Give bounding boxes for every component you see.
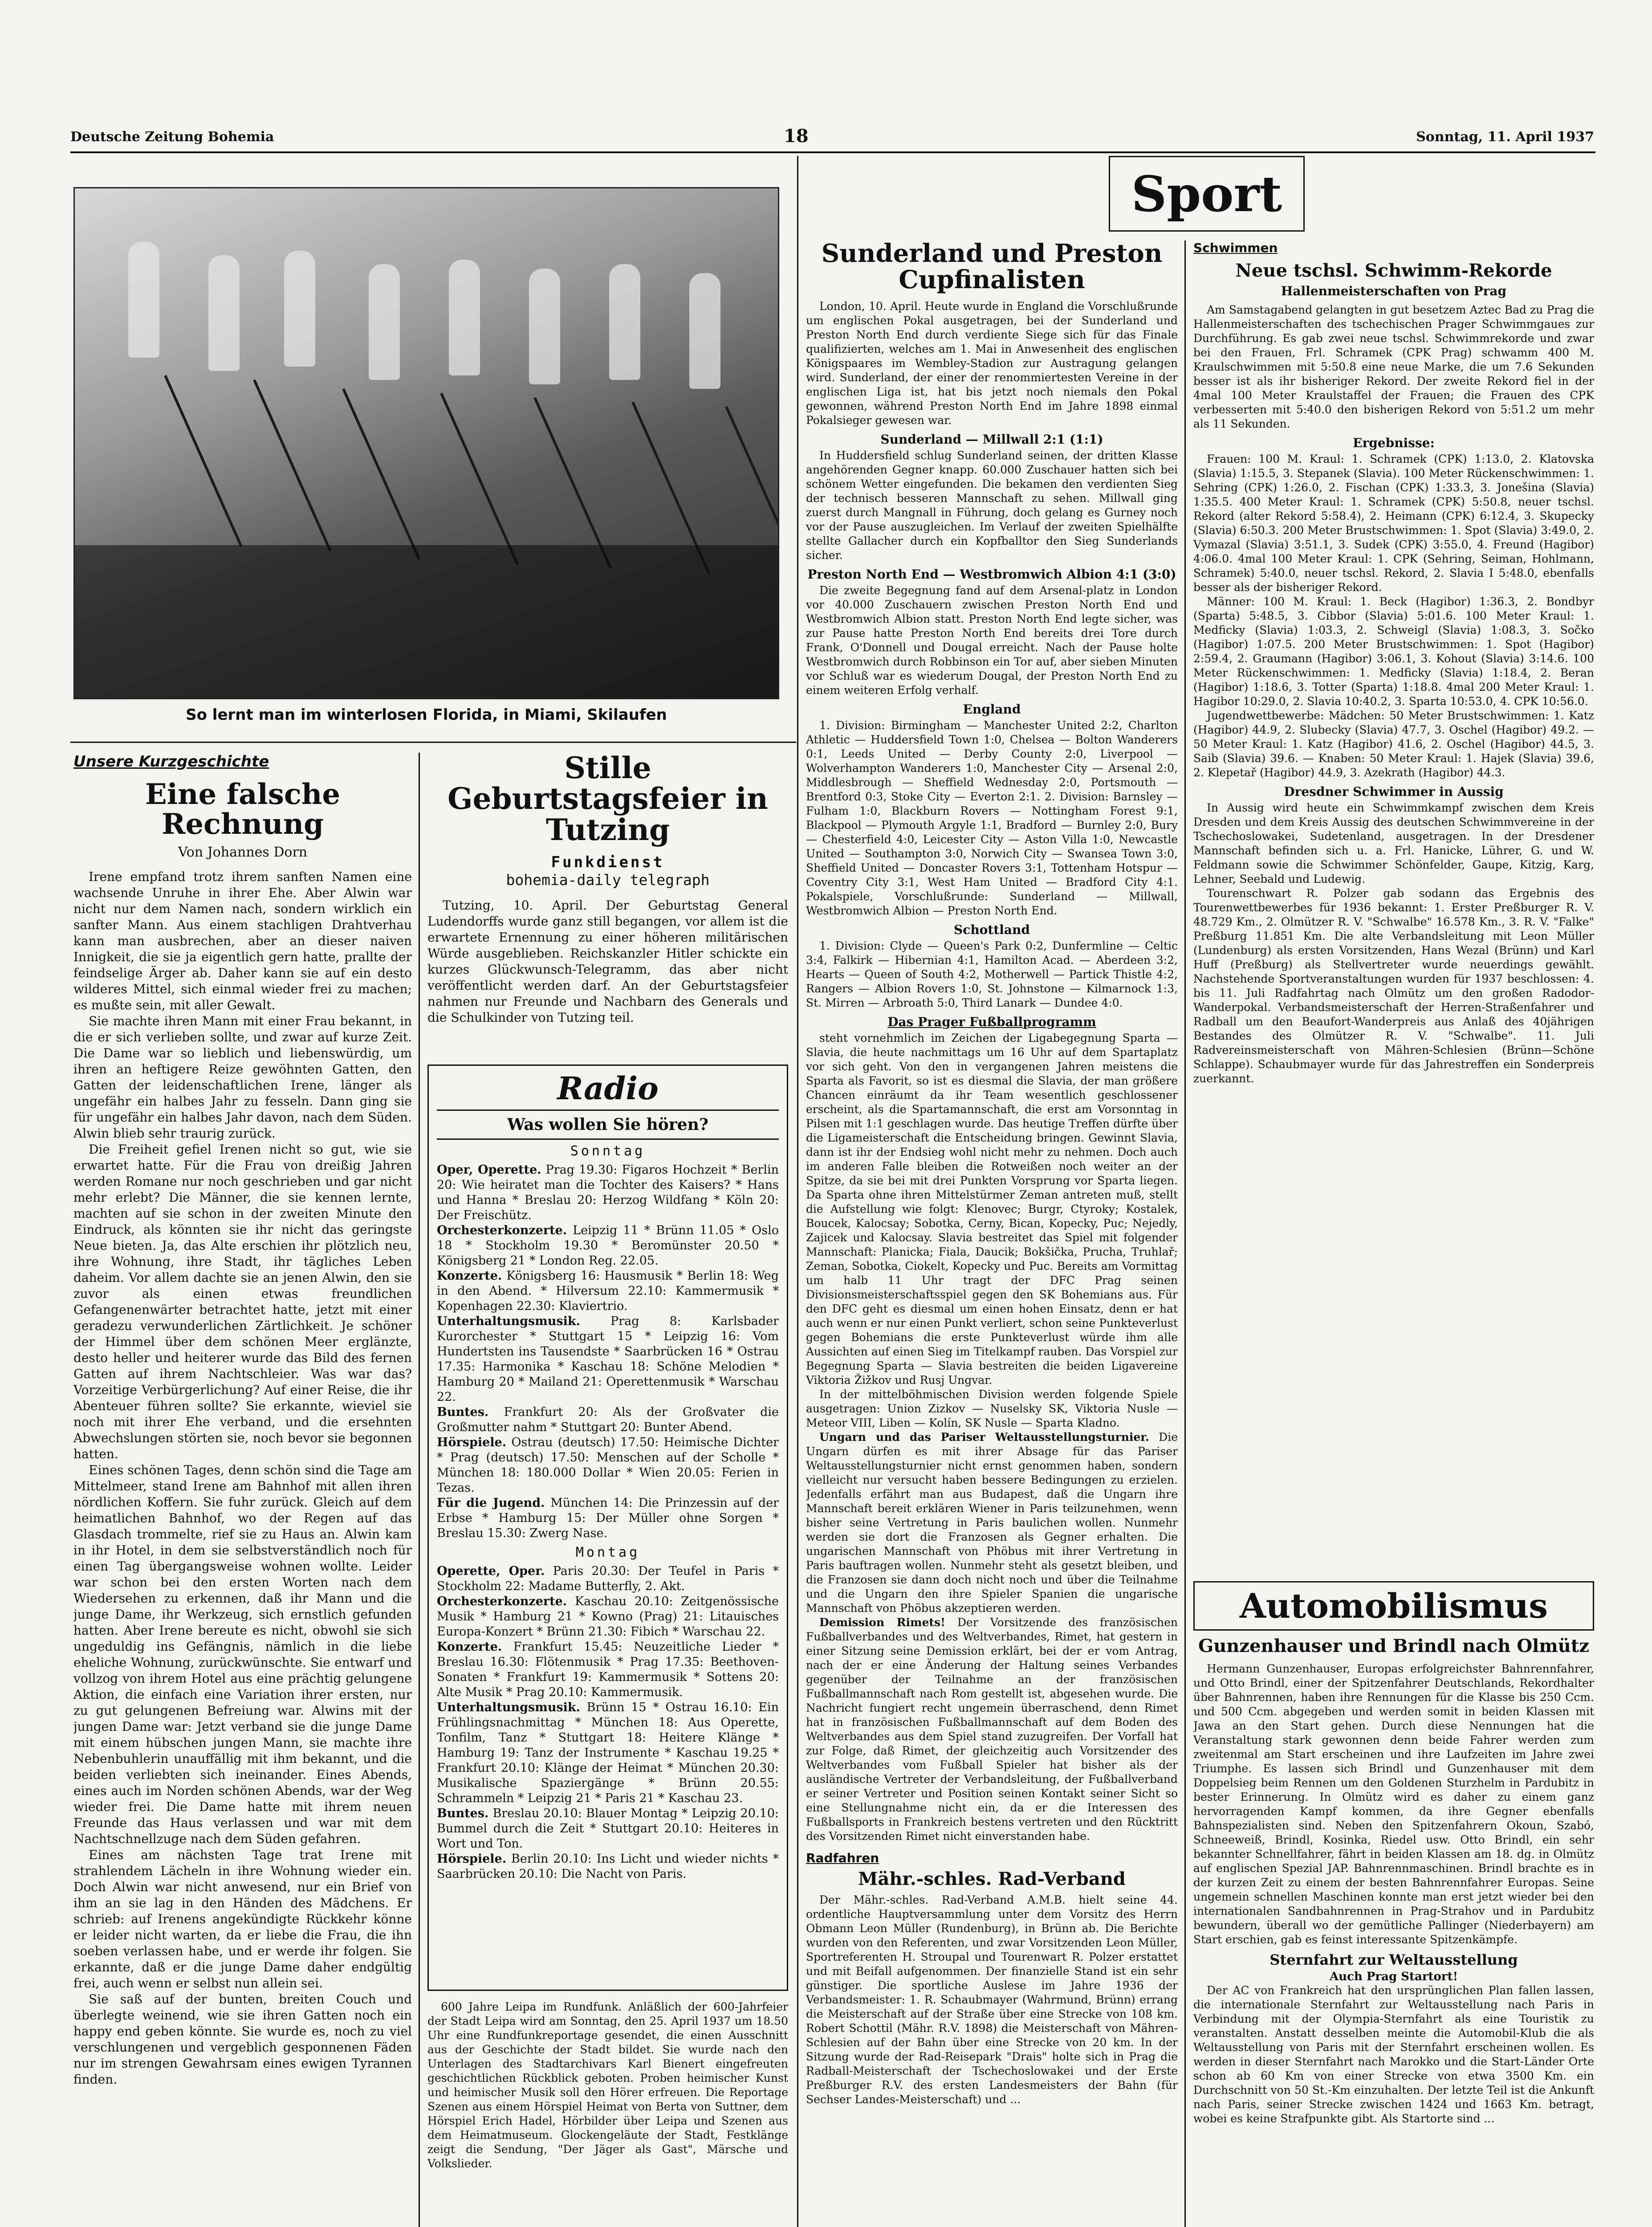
radio-entry: Konzerte. Königsberg 16: Hausmusik * Berlin 18: Weg in den Abend. * Hilversum 22.10: Kammermusik * Kopenhagen 22.30: Klaviertrio. xyxy=(437,1268,779,1313)
soccer-match2: Preston North End — Westbromwich Albion 4:1 (3:0) xyxy=(807,567,1176,582)
radio-day-sunday: Sonntag xyxy=(570,1143,646,1159)
story-title: Eine falsche Rechnung xyxy=(145,778,341,841)
skiing-photo xyxy=(73,187,779,699)
story-paragraph: Sie saß auf der bunten, breiten Couch und überlegte weinend, wie sie ihren Gatten noch ein happy end geben könnte. Sie wurde es, noch zu viel verschlungenen und vergeblich gesponnenen Fäden nur im strengen Gewahrsam eines ewigen Tyrannen finden. xyxy=(73,1992,412,2087)
page-number: 18 xyxy=(784,126,809,147)
results-head: Ergebnisse: xyxy=(1353,436,1435,450)
story-body xyxy=(73,869,412,2088)
prague-head: Das Prager Fußballprogramm xyxy=(887,1014,1096,1029)
radio-note: 600 Jahre Leipa im Rundfunk. Anläßlich der 600-Jahrfeier der Stadt Leipa wird am Sonntag, den 25. April 1937 um 18.50 Uhr eine Rundfunkreportage gesendet, die einen Ausschnitt aus der Geschichte der Stadt bildet. Sie wurde nach den Unterlagen des Stadtarchivars Karl Bienert eingefreuten geschichtlichen Rückblick geboten. Proben heimischer Kunst und heimischer Musik soll den Hörer erfreuen. Die Reportage Szenen aus einem Hörspiel Heimat von Berta von Suttner, dem Hörspiel Erich Hadel, Hörbilder über Leipa und Szenen aus dem Heimatmuseum. Glockengeläute der Stadt, Festklänge zeigt die Sendung, "Der Jäger als Gast", Märsche und Volkslieder. xyxy=(427,2000,788,2170)
radio-subtitle: Was wollen Sie hören? xyxy=(507,1115,708,1134)
soccer-title: Sunderland und Preston Cupfinalisten xyxy=(821,241,1163,294)
story-paragraph: Eines schönen Tages, denn schön sind die Tage am Mittelmeer, stand Irene am Bahnhof mit allen ihren nördlichen Koffern. Sie fuhr zurück. Gleich auf dem heimatlichen Bahnhof, wo der Regen auf das Glasdach trommelte, rief sie zu Haus an. Alwin kam in ihr Hotel, in dem sie selbstverständlich noch für einen Tag übergangsweise wohnen wollte. Leider war schon bei den ersten Worten nach dem Wiedersehen zu erkennen, daß ihr Mann und die junge Dame, ihr Werkzeug, sich ernstlich gefunden hatten. Aber Irene bereute es nicht, obwohl sie sich ungeduldig ins Gefängnis, nämlich in die liebe eheliche Wohnung, zurückwünschte. Sie entwarf und vollzog von ihrem Hotel aus eine prächtig gelungene Aktion, die einfach eine Variation ihrer ersten, nur zu gut gelungenen Befreiung war. Alwins mit der jungen Dame war: Jetzt verband sie die junge Dame mit einem hübschen jungen Mann, sie machte ihre Nebenbuhlerin unauffällig mit ihm bekannt, und die beiden verliebten sich ineinander. Eines Abends, eines auch im Norden schönen Abends, war der Weg wieder frei. Die Dame hatte mit ihrem neuen Freunde das Haus verlassen und war mit dem Nachtschnellzuge nach dem Süden gefahren. xyxy=(73,1463,412,1847)
radio-entry: Operette, Oper. Paris 20.30: Der Teufel in Paris * Stockholm 22: Madame Butterfly, 2. Akt. xyxy=(437,1564,779,1593)
photo-caption: So lernt man im winterlosen Florida, in Miami, Skilaufen xyxy=(186,706,667,724)
caption-rule xyxy=(70,742,796,743)
birthday-body xyxy=(427,897,788,1026)
story-paragraph: Eines am nächsten Tage trat Irene mit strahlendem Lächeln in ihre Wohnung wieder ein. Doch Alwin war nicht anwesend, nur ein Brief von ihm an sie lag in den Händen des Mädchens. Er schrieb: auf Irenens angekündigte Rückkehr könne er leider nicht warten, da er liebe die Frau, die ihn soeben verlassen habe, und er werde ihr folgen. Sie erkannte, daß er die junge Dame daher endgültig frei, auch wenn er selbst nun allein sei. xyxy=(73,1848,412,1991)
radio-entry: Für die Jugend. München 14: Die Prinzessin auf der Erbse * Hamburg 15: Der Müller ohne Sorgen * Breslau 15.30: Zwerg Nase. xyxy=(437,1496,779,1540)
radio-entry: Hörspiele. Berlin 20.10: Ins Licht und wieder nichts * Saarbrücken 20.10: Die Nacht von Paris. xyxy=(437,1852,779,1881)
soccer-column: Sunderland und Preston Cupfinalisten London, 10. April. Heute wurde in England die Vorschlußrunde um englischen Pokal ausgetragen, bei der Sunderland und Preston North End durch verdiente Siege sich für das Finale qualifizierten, welches am 1. Mai in Anwesenheit des englischen Königspaares im Wembley-Stadion zur Austragung gelangen wird. Sunderland, der einer der renommiertesten Vereine in der englischen Liga ist, hat bis jetzt noch niemals den Pokal gewonnen, während Preston North End im Jahre 1898 einmal Pokalsieger gewesen war. Sunderland — Millwall 2:1 (1:1) In Huddersfield schlug Sunderland seinen, der dritten Klasse angehörenden Gegner knapp. 60.000 Zuschauer hatten sich bei schönem Wetter eingefunden. Die bekamen den verdienten Sieg der technisch besseren Mannschaft zu sehen. Millwall ging zuerst durch Mangnall in Führung, doch gelang es Gurney noch vor der Pause auszugleichen. Im Verlauf der zweiten Spielhälfte stellte Gallacher durch ein Kopfballtor den Sieg Sunderlands sicher. Preston North End — Westbromwich Albion 4:1 (3:0) Die zweite Begegnung fand auf dem Arsenal-platz in London vor 40.000 Zuschauern zwischen Preston North End und Westbromwich Albion statt. Preston North End legte sicher, was zur Pause hatte Preston North End bereits drei Tore durch Frank, O'Donnell und Dougal erreicht. Nach der Pause holte Westbromwich durch Robbinson ein Tor auf, aber sieben Minuten vor Schluß war es wiederum Dougal, der Preston North End zu einem weiteren Erfolg verhalf. England 1. Division: Birmingham — Manchester United 2:2, Charlton Athletic — Huddersfield Town 1:0, Chelsea — Bolton Wanderers 0:1, Leeds United — Derby County 2:0, Liverpool — Wolverhampton Wanderers 1:0, Manchester City — Arsenal 2:0, Middlesbrough — Sheffield Wednesday 2:0, Portsmouth — Brentford 0:3, Stoke City — Everton 2:1. 2. Division: Barnsley — Fulham 1:0, Blackburn Rovers — Nottingham Forest 9:1, Blackpool — Plymouth Argyle 1:1, Bradford — Burnley 2:0, Bury — Chesterfield 4:0, Leicester City — Aston Villa 1:0, Newcastle United — Southampton 3:0, Norwich City — Swansea Town 3:0, Sheffield United — Doncaster Rovers 3:1, Tottenham Hotspur — Coventry City 3:1, West Ham United — Bradford City 4:1. Pokalspiele, Vorschlußrunde: Sunderland — Millwall, Westbromwich Albion — Preston North End. Schottland 1. Division: Clyde — Queen's Park 0:2, Dunfermline — Celtic 3:4, Falkirk — Hibernian 4:1, Hamilton Acad. — Aberdeen 3:2, Hearts — Queen of South 4:2, Motherwell — Partick Thistle 4:2, Rangers — Albion Rovers 1:0, St. Johnstone — Kilmarnock 1:3, St. Mirren — Arbroath 5:0, Third Lanark — Dundee 4:0. Das Prager Fußballprogramm steht vornehmlich im Zeichen der Ligabegegnung Sparta — Slavia, die heute nachmittags um 16 Uhr auf dem Spartaplatz vor sich geht. Von den in vergangenen Jahren meistens die Sparta als Favorit, so ist es diesmal die Slavia, der man größere Chancen einräumt da ihr Team wesentlich geschlossener erscheint, als die Spartamannschaft, die erst am Vorsonntag in Pilsen mit 1:1 geschlagen wurde. Das heutige Treffen dürfte über die Ligameisterschaft die Entscheidung bringen. Gewinnt Slavia, dann ist ihr der Endsieg wohl nicht mehr zu nehmen. Doch auch im anderen Falle bleiben die Rotweißen noch weiter an der Spitze, da sie bei mit drei Punkten Vorsprung vor Sparta liegen. Da Sparta ohne ihren Mittelstürmer Zeman antreten muß, stellt die Aufstellung wie folgt: Klenovec; Burgr, Ctyroky; Kostalek, Boucek, Kalocsay; Sobotka, Cerny, Bican, Kopecky, Puc; Nejedly, Zajicek und Kalocsay. Slavia bestreitet das Spiel mit folgender Mannschaft: Planicka; Fiala, Daucik; Bokšička, Prucha, Truhlař; Zeman, Sobotka, Ciokelt, Kopecky und Puc. Bereits am Vormittag um halb 11 Uhr tragt der DFC Prag seinen Divisionsmeisterschaftsspiel gegen den SK Bohemians aus. Für den DFC geht es diesmal um einen hohen Einsatz, denn er hat auch wenn er nur einen Punkt verliert, schon seine Punkteverlust gegen Bohemians die erste Punkteverlust würde ihm alle Aussichten auf einen Sieg im Titelkampf rauben. Das Vorspiel zur Begegnung Sparta — Slavia bestreiten die beiden Ligavereine Viktoria Žižkov und Rusj Ungvar. In der mittelböhmischen Division werden folgende Spiele ausgetragen: Union Zizkov — Nuselsky SK, Viktoria Nusle — Meteor VIII, Liben — Kolín, SK Nusle — Sparta Kladno. Ungarn und das Pariser Weltausstellungsturnier. Die Ungarn dürfen es mit ihrer Absage für das Pariser Weltausstellungsturnier nicht ernst genommen haben, sondern vielleicht nur versucht haben bessere Bedingungen zu erzielen. Jedenfalls erfährt man aus Budapest, daß die Ungarn ihre Mannschaft bereit erklären Wiener in Paris teilzunehmen, wenn bisher seine Vertretung in Paris baulichen wollen. Nunmehr werden sie dort die Franzosen als Gegner erhalten. Die ungarischen Mannschaft von Phöbus mit ihrer Vertretung in Paris bauftragen wollen. Nunmehr steht als gesetzt bleiben, und die Franzosen sie dann doch nicht noch und über die Teilnahme und die Ungarn den ihre Spieler Spanien die ungarische Mannschaft von Phöbus akzeptieren werden. Demission Rimets! Der Vorsitzende des französischen Fußballverbandes und des Weltverbandes, Rimet, hat gestern in einer Sitzung seine Demission erklärt, bei der er vom Antrag, nach der er eine Änderung der Haltung seines Verbandes gegenüber der Teilnahme an der französischen Fußballmannschaft nach Rom gestellt ist, abgesehen wurde. Die Nachricht fungiert recht ungemein überraschend, denn Rimet hat in französischen Fußballmannschaft auf dem Boden des Weltverbandes aus dem Spiel stand zuzugreifen. Der Vorfall hat zur Folge, daß Rimet, der gleichzeitig auch Vorsitzender des Weltverbandes vom Fußball Spieler hat bisher als der ausländische Vertreter der Verbandsleitung, der Fußballverband er seiner Vertreter und Position seinen Kontakt seiner Sicht so eine Stellungnahme nicht ein, da er die Interessen des Fußballsports in Frankreich bestens vertreten und den Rücktritt des Vorsitzenden Rimet nicht einverstanden habe. Radfahren Mähr.-schles. Rad-Verband Der Mähr.-schles. Rad-Verband A.M.B. hielt seine 44. ordentliche Hauptversammlung unter dem Vorsitz des Herrn Obmann Leon Müller (Rundenburg), in Brünn ab. Die Berichte wurden von den Referenten, und zwar Vorsitzenden Leon Müller, Sportreferenten H. Stroupal und Tourenwart R. Polzer erstattet und mit Beifall aufgenommen. Der finanzielle Stand ist ein sehr günstiger. Die sportliche Auslese im Jahre 1936 der Verbandsmeister: 1. R. Schaubmayer (Wahrmund, Brünn) errang die Meisterschaft auf der Straße über eine Strecke von 108 km. Robert Schottil (Mähr. R.V. 1898) die Meisterschaft von Mähren-Schlesien auf der Bahn über eine Strecke von 20 km. In der Sitzung wurde der Rad-Reisepark "Drais" holte sich in Prag die Radball-Meisterschaft der Tschechoslowakei und der Erste Preßburger R.V. des ersten Landesmeisters der Bahn (für Sechser Landes-Meisterschaft) und ... xyxy=(806,241,1178,2106)
divider-mid xyxy=(419,753,420,2227)
story-paragraph: Sie machte ihren Mann mit einer Frau bekannt, in die er sich verlieben sollte, und zwar auf kurze Zeit. Die Dame war so lieblich und liebenswürdig, um ihren an heftigere Reize gewöhnten Gatten, den Gatten der leidenschaftlichen Irene, länger als ungefähr ein halbes Jahr zu fesseln. Dann ging sie für ungefähr ein halbes Jahr davon, nach dem Süden. Alwin blieb sehr traurig zurück. xyxy=(73,1014,412,1141)
divider-left xyxy=(797,156,798,2227)
cycling-title: Mähr.-schles. Rad-Verband xyxy=(858,1868,1126,1889)
radio-entry: Konzerte. Frankfurt 15.45: Neuzeitliche Lieder * Breslau 16.30: Flötenmusik * Prag 17.35: Beethoven-Sonaten * Frankfurt 19: Kammermusik * Sottens 20: Alte Musik * Prag 20.10: Kammermusik. xyxy=(437,1640,779,1699)
story-kicker: Unsere Kurzgeschichte xyxy=(73,753,269,771)
radio-entry: Buntes. Breslau 20.10: Blauer Montag * Leipzig 20.10: Bummel durch die Zeit * Stuttgart 20.10: Heiteres in Wort und Ton. xyxy=(437,1806,779,1851)
auto-banner: Automobilismus xyxy=(1193,1581,1594,1631)
radio-entry: Orchesterkonzerte. Leipzig 11 * Brünn 11.05 * Oslo 18 * Stockholm 19.30 * Beromünster 20.50 * Königsberg 21 * London Reg. 22.05. xyxy=(437,1223,779,1268)
masthead-rule xyxy=(70,151,1595,153)
birthday-service: Funkdienst xyxy=(551,853,665,871)
swimming-title: Neue tschsl. Schwimm-Rekorde xyxy=(1235,260,1552,281)
auto-title: Gunzenhauser und Brindl nach Olmütz xyxy=(1198,1636,1589,1656)
masthead-date: Sonntag, 11. April 1937 xyxy=(1416,129,1594,145)
radio-day-monday: Montag xyxy=(575,1544,640,1560)
masthead-left: Deutsche Zeitung Bohemia xyxy=(70,129,274,145)
birthday-paragraph: Tutzing, 10. April. Der Geburtstag General Ludendorffs wurde ganz still begangen, vor allem ist die erwartete Ernennung zu einer höheren militärischen Würde ausgeblieben. Reichskanzler Hitler schickte ein kurzes Glückwunsch-Telegramm, das aber nicht veröffentlicht werden darf. An der Geburtstagsfeier nahmen nur Freunde und Nachbarn des Generals und die Schulkinder von Tutzing teil. xyxy=(427,897,788,1025)
birthday-source: bohemia-daily telegraph xyxy=(506,871,710,889)
radio-entry: Orchesterkonzerte. Kaschau 20.10: Zeitgenössische Musik * Hamburg 21 * Kowno (Prag) 21: Litauisches Europa-Konzert * Brünn 21.30: Fibich * Warschau 22. xyxy=(437,1594,779,1639)
radio-entry: Buntes. Frankfurt 20: Als der Großvater die Großmutter nahm * Stuttgart 20: Bunter Abend. xyxy=(437,1405,779,1434)
story-paragraph: Die Freiheit gefiel Irenen nicht so gut, wie sie erwartet hatte. Für die Frau von dreißig Jahren werden Romane nur noch geschrieben und gar nicht mehr erlebt? Die Männer, die sie kennen lernte, machten auf sie schon in der zweiten Minute den Eindruck, als könnten sie ihr nicht das geringste Neue bieten. Ja, das Alte erschien ihr plötzlich neu, ihre Wohnung, ihre Stadt, ihr tägliches Leben daheim. Vor allem dachte sie an jenen Alwin, den sie zuvor als einen etwas freundlichen Gefangenenwärter betrachtet hatte, jetzt mit einer geradezu verwunderlichen Zärtlichkeit. Je schöner der Himmel über dem schönen Meer erglänzte, desto heller und heiterer wurde das Bild des fernen Gatten auf ihrem Nachtschleier. Was war das? Vorzeitige Verbürgerlichung? Auf einer Reise, die ihr Abenteuer führen sollte? Sie erkannte, wieviel sie noch mit ihrer Ehe verband, und die ersehnten Abwechslungen störten sie, noch bevor sie begonnen hatten. xyxy=(73,1142,412,1462)
swimming-subtitle: Hallenmeisterschaften von Prag xyxy=(1281,284,1507,298)
radio-entry: Hörspiele. Ostrau (deutsch) 17.50: Heimische Dichter * Prag (deutsch) 17.50: Menschen auf der Scholle * München 18: 180.000 Dollar * Wien 20.05: Ferien in Tezas. xyxy=(437,1435,779,1495)
short-story xyxy=(73,753,412,2227)
sport-banner: Sport xyxy=(1109,156,1305,232)
story-paragraph: Irene empfand trotz ihrem sanften Namen eine wachsende Unruhe in ihrer Ehe. Aber Alwin war nicht nur dem Namen nach, sondern wirklich ein sanfter Mann. Aus einem stachligen Drahtverhau kann man ausbrechen, aber an dieser naiven Innigkeit, die sie ja eigentlich gern hatte, prallte der feindselige Ärger ab. Daher kann sie auf ein desto wilderes Mittel, sich einmal wieder frei zu machen; es mußte sein, mit aller Gewalt. xyxy=(73,869,412,1013)
star-head: Sternfahrt zur Weltausstellung xyxy=(1270,1951,1518,1968)
birthday-title: Stille Geburtstagsfeier in Tutzing xyxy=(448,753,768,847)
radio-entry: Oper, Operette. Prag 19.30: Figaros Hochzeit * Berlin 20: Wie heiratet man die Tochter des Kaisers? * Hans und Hanna * Breslau 20: Herzog Wildfang * Köln 20: Der Freischütz. xyxy=(437,1162,779,1222)
swimming-section: Schwimmen xyxy=(1193,241,1278,255)
auto-column: Automobilismus Gunzenhauser und Brindl nach Olmütz Hermann Gunzenhauser, Europas erfolgreichster Bahnrennfahrer, und Otto Brindl, einer der Spitzenfahrer Deutschlands, Rekordhalter über Bahnrennen, haben ihre Rennungen für die Klasse bis 250 Ccm. und 500 Ccm. abgegeben und werden somit in beiden Klassen mit Jawa an den Start gehen. Durch diese Nennungen hat die Veranstaltung stark gewonnen denn beide Fahrer werden zum zweitenmal am Start erscheinen und ihre Laufzeiten im Jahre zwei Triumphe. Es lassen sich Brindl und Gunzenhauser mit dem Doppelsieg beim Rennen um den Goldenen Sturzhelm in Pardubitz in bester Erinnerung. In Olmütz wird es daher zu einem ganz hervorragenden Kampf kommen, da ihre Gegner ebenfalls Bahnspezialisten sind. Neben den Spitzenfahrern Okoun, Szabó, Schneeweiß, Brindl, Kosinka, Riedel usw. Otto Brindl, ein sehr bekannter Schnellfahrer, fährt in beiden Klassen am 18. dg. in Olmütz auf englischen Spezial JAP. Bahnrennmaschinen. Brindl brachte es in der kurzen Zeit zu einem der besten Bahnrennfahrer Europas. Seine ungemein schnellen Maschinen konnte man erst jetzt wieder bei den internationalen Sandbahnrennen in Prag-Strahov und in Pardubitz bewundern, überall wo der gemütliche Pallinger (Niederbayern) am Start erschien, gab es feinst interessante Spitzenkämpfe. Sternfahrt zur Weltausstellung Auch Prag Startort! Der AC von Frankreich hat den ursprünglichen Plan fallen lassen, die internationale Sternfahrt zur Weltausstellung nach Paris in Verbindung mit der Olympia-Sternfahrt als eine Touristik zu veranstalten. Anstatt desselben meinte die Automobil-Klub die als Weltausstellung von Paris mit der Sternfahrt erscheinen wollen. Es werden in dieser Sternfahrt nach Marokko und die Start-Länder Orte schon ab 60 Km von einer Strecke von etwa 3500 Km. ein Durchschnitt von 50 St.-Km einzuhalten. Der letzte Teil ist die Ankunft nach Paris, seiner Strecke zwischen 1424 und 1663 Km. betragt, wobei es keine Strafpunkte gibt. Als Startorte sind ... xyxy=(1193,1581,1594,2227)
divider-sport xyxy=(1184,241,1186,2227)
cycling-section: Radfahren xyxy=(806,1850,879,1865)
england-head: England xyxy=(963,702,1021,717)
radio-box xyxy=(427,1065,788,1991)
story-byline: Von Johannes Dorn xyxy=(178,844,308,861)
dresden-head: Dresdner Schwimmer in Aussig xyxy=(1284,784,1504,799)
scotland-head: Schottland xyxy=(954,922,1030,937)
star-sub: Auch Prag Startort! xyxy=(1330,1970,1458,1983)
radio-entry: Unterhaltungsmusik. Brünn 15 * Ostrau 16.10: Ein Frühlingsnachmittag * München 18: Aus Operette, Tonfilm, Tanz * Stuttgart 18: Heitere Klänge * Hamburg 19: Tanz der Instrumente * Kaschau 19.25 * Frankfurt 20.10: Klänge der Heimat * München 20.30: Musikalische Spaziergänge * Brünn 20.55: Schrammeln * Leipzig 21 * Paris 21 * Kaschau 23. xyxy=(437,1700,779,1805)
radio-entry: Unterhaltungsmusik. Prag 8: Karlsbader Kurorchester * Stuttgart 15 * Leipzig 16: Vom Hundertsten ins Tausendste * Saarbrücken 16 * Ostrau 17.35: Harmonika * Kaschau 18: Schöne Melodien * Hamburg 20 * Mailand 21: Operettenmusik * Warschau 22. xyxy=(437,1314,779,1404)
radio-title: Radio xyxy=(557,1070,659,1107)
soccer-match1: Sunderland — Millwall 2:1 (1:1) xyxy=(880,432,1103,447)
soccer-intro: London, 10. April. Heute wurde in England die Vorschlußrunde um englischen Pokal ausgetragen, bei der Sunderland und Preston North End durch verdiente Siege sich für das Finale qualifizierten, welches am 1. Mai in Anwesenheit des englischen Königspaares im Wembley-Stadion zur Austragung gelangen wird. Sunderland, der einer der renommiertesten Vereine in der englischen Liga ist, hat bis jetzt noch niemals den Pokal gewonnen, während Preston North End im Jahre 1898 einmal Pokalsieger gewesen war. xyxy=(806,299,1178,427)
swimming-column: Schwimmen Neue tschsl. Schwimm-Rekorde Hallenmeisterschaften von Prag Am Samstagabend gelangten in gut besetzem Aztec Bad zu Prag die Hallenmeisterschaften des tschechischen Prager Schwimmgaues zur Durchführung. Es gab zwei neue tschsl. Schwimmrekorde und zwar bei den Frauen, Frl. Schramek (CPK Prag) schwamm 400 M. Kraulschwimmen mit 5:50.8 eine neue Marke, die um 7.6 Sekunden besser ist als ihr bisheriger Rekord. Der zweite Rekord fiel in der 4mal 100 Meter Kraulstaffel der Frauen; die Frauen des CPK verbesserten mit 5:40.0 den bisherigen Rekord von 5:51.2 um mehr als 11 Sekunden. Ergebnisse: Frauen: 100 M. Kraul: 1. Schramek (CPK) 1:13.0, 2. Klatovska (Slavia) 1:15.5, 3. Stepanek (Slavia). 100 Meter Rückenschwimmen: 1. Sehring (CPK) 1:26.0, 2. Fischan (CPK) 1:33.3, 3. Jonešina (Slavia) 1:35.5. 400 Meter Kraul: 1. Schramek (CPK) 5:50.8, neuer tschsl. Rekord (alter Rekord 5:58.4), 2. Heimann (CPK) 6:12.4, 3. Skupecky (Slavia) 6:50.3. 200 Meter Brustschwimmen: 1. Spot (Slavia) 3:49.0, 2. Vymazal (Slavia) 3:51.1, 3. Sudek (CPK) 3:55.0, 4. Freund (Hagibor) 4:06.0. 4mal 100 Meter Kraul: 1. CPK (Sehring, Seiman, Hohlmann, Schramek) 5:40.0, neuer tschsl. Rekord, 2. Slavia I 5:48.0, ebenfalls besser als der bisheriger Rekord. Männer: 100 M. Kraul: 1. Beck (Hagibor) 1:36.3, 2. Bondbyr (Sparta) 5:48.5, 3. Cibbor (Slavia) 5:01.6. 100 Meter Kraul: 1. Medficky (Slavia) 1:03.3, 2. Schweigl (Slavia) 1:08.3, 3. Sočko (Hagibor) 1:07.5. 200 Meter Brustschwimmen: 1. Spot (Hagibor) 2:59.4, 2. Graumann (Hagibor) 3:06.1, 3. Kohout (Slavia) 3:14.6. 100 Meter Rückenschwimmen: 1. Medficky (Slavia) 1:18.4, 2. Beran (Hagibor) 1:18.6, 3. Totter (Sparta) 1:18.8. 4mal 200 Meter Kraul: 1. Hagibor 10:29.0, 2. Slavia 10:40.2, 3. Sparta 10:53.0, 4. CPK 10:56.0. Jugendwettbewerbe: Mädchen: 50 Meter Brustschwimmen: 1. Katz (Hagibor) 44.9, 2. Slubecky (Slavia) 47.7, 3. Oschel (Hagibor) 49.2. — 50 Meter Kraul: 1. Katz (Hagibor) 41.6, 2. Oschel (Hagibor) 44.5, 3. Saib (Slavia) 39.6. — Knaben: 50 Meter Kraul: 1. Hajek (Slavia) 39.6, 2. Klepetař (Hagibor) 44.9, 3. Azekrath (Hagibor) 44.3. Dresdner Schwimmer in Aussig In Aussig wird heute ein Schwimmkampf zwischen dem Kreis Dresden und dem Kreis Aussig des deutschen Schwimmvereine in der Tschechoslowakei, Sudetenland, ausgetragen. In der Dresdener Mannschaft befinden sich u. a. Frl. Hanicke, Lührer, G. und W. Feldmann sowie die Schwimmer Schönfelder, Gaupe, Kitzig, Karg, Lehner, Seebald und Ludewig. Tourenschwart R. Polzer gab sodann das Ergebnis des Tourenwettbewerbes für 1936 bekannt: 1. Erster Preßburger R. V. 48.729 Km., 2. Olmützer R. V. "Schwalbe" 16.578 Km., 3. R. V. "Falke" Preßburg 11.851 Km. Die alte Verbandsleitung mit Leon Müller (Lundenburg) als ersten Vorsitzenden, Hans Wezal (Brünn) und Karl Huff (Preßburg) als Stellvertreter wurde neuerdings gewählt. Nachstehende Sportveranstaltungen wurden für 1937 beschlossen: 4. bis 11. Juli Radfahrtag nach Olmütz um den großen Radodor-Wanderpokal. Verbandsmeisterschaft der Herren-Straßenfahrer und Radball um den Beaufort-Wanderpreis aus Anlaß des 40jährigen Bestandes des Olmützer R. V. "Schwalbe". 11. Juli Radvereinsmeisterschaft von Mähren-Schlesien (Brünn—Schöne Schlappe). Schaubmayer wurde für das Jahrestreffen ein Sonderpreis zuerkannt. xyxy=(1193,241,1594,1085)
